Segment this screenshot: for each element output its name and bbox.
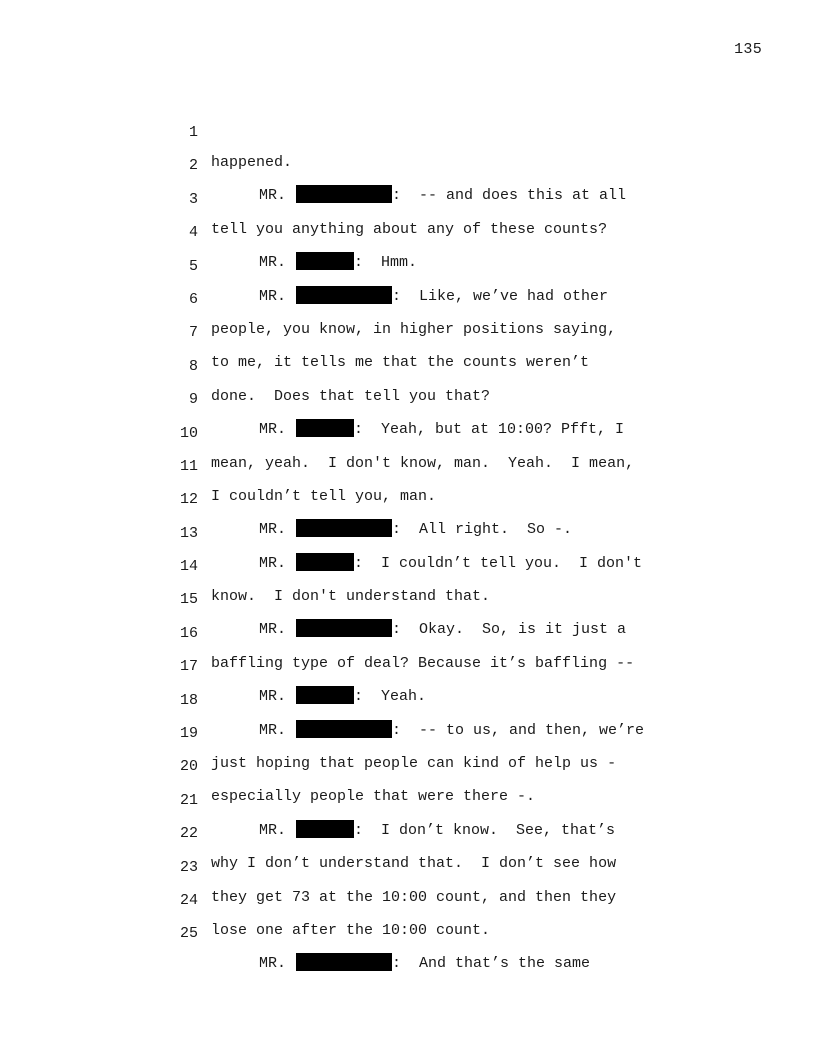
- redacted-name: [296, 953, 392, 971]
- line-text: lose one after the 10:00 count.: [211, 921, 491, 939]
- line-text: just hoping that people can kind of help us -: [211, 755, 617, 773]
- speaker-prefix: MR.: [259, 554, 287, 572]
- line-number: 11: [179, 457, 198, 475]
- line-number: 14: [179, 558, 198, 576]
- line-number: 15: [179, 591, 198, 609]
- line-number: 20: [179, 758, 198, 776]
- speaker-prefix: MR.: [259, 254, 287, 272]
- line-number: 19: [179, 725, 198, 743]
- line-number: 16: [179, 624, 198, 642]
- speaker-prefix: MR.: [259, 421, 287, 439]
- line-text: : Okay. So, is it just a: [392, 621, 627, 639]
- line-number: 25: [179, 925, 198, 943]
- line-number: 1: [188, 124, 198, 141]
- line-number: 5: [188, 257, 198, 275]
- line-text: people, you know, in higher positions saying,: [211, 320, 617, 338]
- line-text: : I don’t know. See, that’s: [354, 821, 616, 839]
- line-number: 4: [188, 224, 198, 242]
- transcript: [0, 88, 816, 973]
- line-number: 3: [188, 190, 198, 208]
- line-number: 18: [179, 691, 198, 709]
- line-text: : I couldn’t tell you. I don't: [354, 554, 643, 572]
- line-number: 23: [179, 858, 198, 876]
- line-text: : Yeah, but at 10:00? Pfft, I: [354, 421, 625, 439]
- line-text: they get 73 at the 10:00 count, and then they: [211, 888, 617, 906]
- speaker-prefix: MR.: [259, 521, 287, 539]
- line-number: 9: [188, 391, 198, 409]
- transcript-line: [0, 88, 816, 171]
- line-number: 7: [188, 324, 198, 342]
- line-number: 24: [179, 891, 198, 909]
- speaker-prefix: MR.: [259, 821, 287, 839]
- line-text: : Like, we’ve had other: [392, 287, 609, 305]
- line-text: : All right. So -.: [392, 521, 573, 539]
- speaker-prefix: MR.: [259, 955, 287, 973]
- line-number: 13: [179, 524, 198, 542]
- speaker-prefix: MR.: [259, 621, 287, 639]
- line-text: tell you anything about any of these counts?: [211, 220, 608, 238]
- line-number: 8: [188, 357, 198, 375]
- line-number: 2: [188, 157, 198, 175]
- speaker-line: [259, 949, 590, 979]
- speaker-prefix: MR.: [259, 287, 287, 305]
- line-text: to me, it tells me that the counts weren’t: [211, 354, 590, 372]
- line-text: : -- and does this at all: [392, 187, 627, 205]
- speaker-prefix: MR.: [259, 721, 287, 739]
- speaker-prefix: MR.: [259, 187, 287, 205]
- line-text: why I don’t understand that. I don’t see how: [211, 855, 617, 873]
- line-number: 22: [179, 825, 198, 843]
- line-text: I couldn’t tell you, man.: [211, 487, 437, 505]
- line-text: especially people that were there -.: [211, 788, 536, 806]
- line-text: : Yeah.: [354, 688, 427, 706]
- line-number: 10: [179, 424, 198, 442]
- page-number: 135: [734, 41, 762, 58]
- line-text: done. Does that tell you that?: [211, 387, 491, 405]
- line-number: 6: [188, 290, 198, 308]
- line-text: know. I don't understand that.: [211, 588, 491, 606]
- line-text: baffling type of deal? Because it’s baffling --: [211, 654, 635, 672]
- speaker-prefix: MR.: [259, 688, 287, 706]
- line-text: mean, yeah. I don't know, man. Yeah. I mean,: [211, 454, 635, 472]
- line-number: 17: [179, 658, 198, 676]
- line-text: : And that’s the same: [392, 955, 591, 973]
- line-text: : Hmm.: [354, 254, 418, 272]
- line-number: 21: [179, 791, 198, 809]
- line-number: 12: [179, 491, 198, 509]
- line-text: happened.: [211, 154, 293, 171]
- line-text: : -- to us, and then, we’re: [392, 721, 645, 739]
